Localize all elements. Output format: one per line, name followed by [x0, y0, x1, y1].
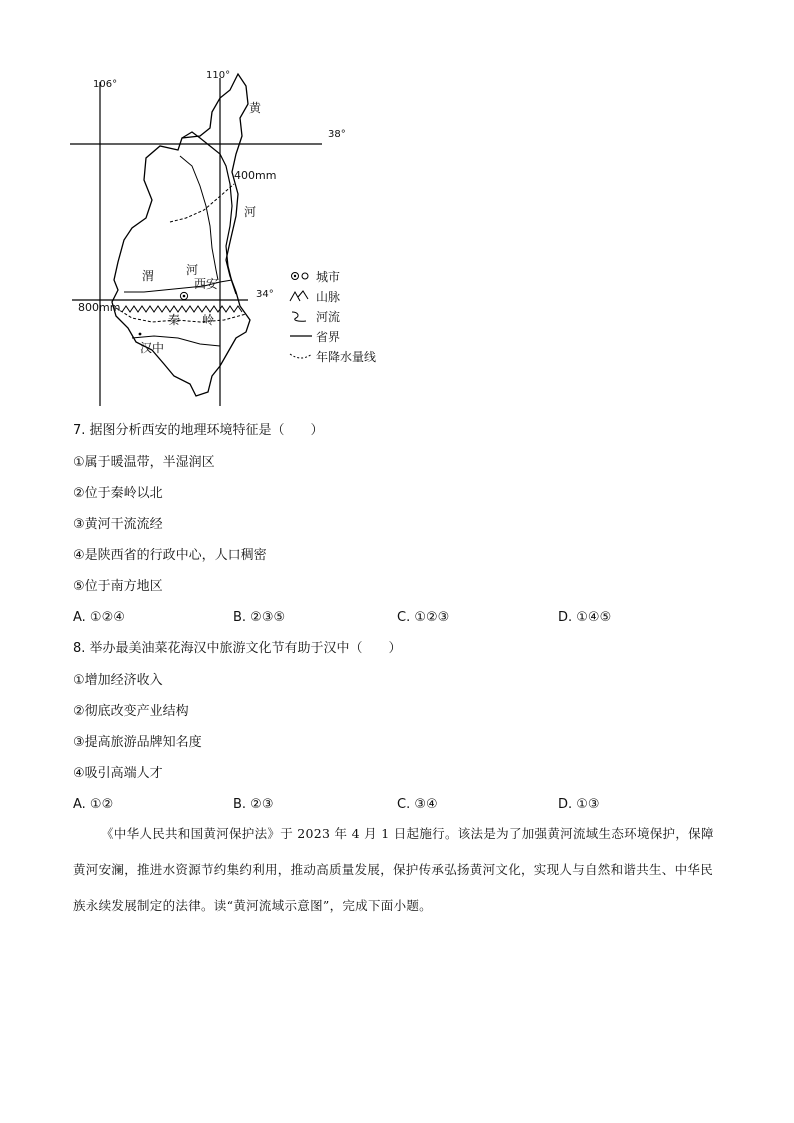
q8-item-4: ④吸引高端人才 [73, 766, 163, 781]
xian-city-dot [183, 295, 186, 298]
city-icon [288, 269, 314, 283]
yellow-river-law-intro: 《中华人民共和国黄河保护法》于 2023 年 4 月 1 日起施行。该法是为了加强黄河流域生态环境保护，保障黄河安澜，推进水资源节约集约利用，推动高质量发展，保护传承弘扬黄河文化，实现人与自然和谐共生、中华民族永续发展制定的法律。读“黄河流域示意图”，完成下面小题。 [73, 826, 714, 913]
legend-isohyet: 年降水量线 [288, 346, 376, 366]
legend-border: 省界 [288, 326, 376, 346]
label-400mm: 400mm [234, 169, 277, 182]
legend-river: 河流 [288, 306, 376, 326]
q7-item-4: ④是陕西省的行政中心，人口稠密 [73, 548, 267, 563]
q8-option-a[interactable]: A. ①② [73, 797, 114, 812]
mountain-icon [288, 289, 314, 303]
q7-item-5: ⑤位于南方地区 [73, 579, 163, 594]
q8-item-1: ①增加经济收入 [73, 673, 163, 688]
map-legend [288, 266, 376, 366]
isohyet-800 [116, 308, 246, 322]
hanzhong-marker [139, 333, 142, 336]
q7-item-1: ①属于暖温带，半湿润区 [73, 455, 215, 470]
q7-option-c[interactable]: C. ①②③ [397, 610, 450, 625]
label-qin: 秦 [168, 313, 181, 327]
river-icon [288, 309, 314, 323]
q8-stem: 8. 举办最美油菜花海汉中旅游文化节有助于汉中（ ） [73, 641, 402, 656]
border-line-icon [288, 329, 314, 343]
lon-106-label: 106° [93, 79, 118, 90]
q7-option-b[interactable]: B. ②③⑤ [233, 610, 286, 625]
label-hanzhong: 汉中 [140, 341, 165, 355]
q7-option-a[interactable]: A. ①②④ [73, 610, 125, 625]
qinling-mountains [122, 306, 242, 312]
legend-city: 城市 [288, 266, 376, 286]
lon-110-label: 110° [206, 70, 231, 81]
label-wei-he: 河 [186, 263, 199, 277]
label-huang: 黄 [249, 101, 262, 115]
q7-stem: 7. 据图分析西安的地理环境特征是（ ） [73, 423, 324, 438]
shaanxi-map [60, 66, 400, 411]
province-outline [112, 74, 250, 396]
q7-item-2: ②位于秦岭以北 [73, 486, 163, 501]
label-wei: 渭 [142, 269, 155, 283]
q8-option-b[interactable]: B. ②③ [233, 797, 274, 812]
dashed-line-icon [288, 349, 314, 363]
lat-34-label: 34° [256, 289, 274, 300]
q7-item-3: ③黄河干流流经 [73, 517, 163, 532]
lat-38-label: 38° [328, 129, 346, 140]
q8-item-3: ③提高旅游品牌知名度 [73, 735, 202, 750]
q8-option-c[interactable]: C. ③④ [397, 797, 438, 812]
label-he: 河 [244, 205, 257, 219]
q8-option-d[interactable]: D. ①③ [558, 797, 600, 812]
q8-item-2: ②彻底改变产业结构 [73, 704, 189, 719]
isohyet-400 [170, 184, 234, 222]
legend-mountain: 山脉 [288, 286, 376, 306]
label-800mm: 800mm [78, 301, 121, 314]
q7-option-d[interactable]: D. ①④⑤ [558, 610, 612, 625]
label-ling: 岭 [202, 313, 215, 327]
label-xian: 西安 [194, 277, 219, 291]
